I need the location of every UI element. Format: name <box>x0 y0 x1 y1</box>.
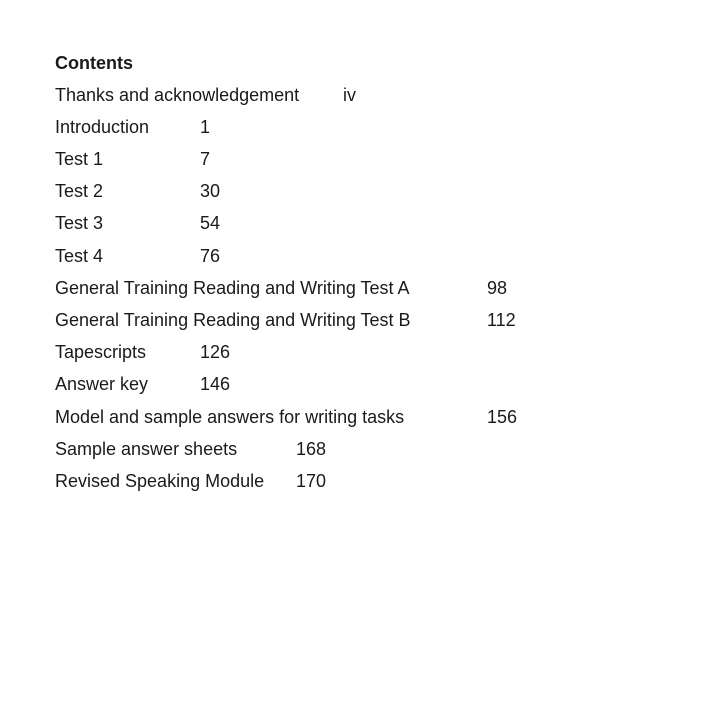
toc-entry <box>0 406 726 428</box>
toc-entry-title: Tapescripts <box>55 342 147 362</box>
toc-entry-title: General Training Reading and Writing Test A <box>55 278 410 298</box>
toc-entry-page: 112 <box>487 310 516 330</box>
toc-entry-title: Test 4 <box>55 246 104 266</box>
toc-entry <box>0 116 726 138</box>
contents-heading: Contents <box>55 53 133 73</box>
toc-entry-title: Revised Speaking Module <box>55 471 265 491</box>
toc-entry-page: 7 <box>200 149 211 169</box>
toc-entry <box>0 438 726 460</box>
toc-entry-title: Test 3 <box>55 213 104 233</box>
toc-entry-page: 156 <box>487 407 518 427</box>
toc-entry <box>0 277 726 299</box>
toc-entry-page: 1 <box>200 117 211 137</box>
toc-entry-page: 98 <box>487 278 508 298</box>
toc-entry-page: 146 <box>200 374 231 394</box>
toc-entry <box>0 470 726 492</box>
toc-entry-title: Test 2 <box>55 181 104 201</box>
toc-entry-page: 126 <box>200 342 231 362</box>
toc-entry-page: 76 <box>200 246 221 266</box>
toc-entry-page: iv <box>343 85 356 105</box>
toc-entry-page: 170 <box>296 471 327 491</box>
toc-entry <box>0 180 726 202</box>
toc-entry-title: Sample answer sheets <box>55 439 238 459</box>
toc-entry-title: Introduction <box>55 117 150 137</box>
toc-entry-title: Model and sample answers for writing tasks <box>55 407 405 427</box>
toc-entry <box>0 373 726 395</box>
toc-entry <box>0 245 726 267</box>
toc-entry <box>0 309 726 331</box>
toc-entry-page: 54 <box>200 213 221 233</box>
toc-entry-title: Test 1 <box>55 149 104 169</box>
toc-entry-title: Thanks and acknowledgement <box>55 85 300 105</box>
toc-entry <box>0 148 726 170</box>
toc-entry <box>0 212 726 234</box>
toc-entry <box>0 341 726 363</box>
toc-entry-page: 168 <box>296 439 327 459</box>
toc-entry-title: General Training Reading and Writing Test B <box>55 310 411 330</box>
toc-entry-page: 30 <box>200 181 221 201</box>
toc-entry <box>0 84 726 106</box>
toc-entry-title: Answer key <box>55 374 149 394</box>
